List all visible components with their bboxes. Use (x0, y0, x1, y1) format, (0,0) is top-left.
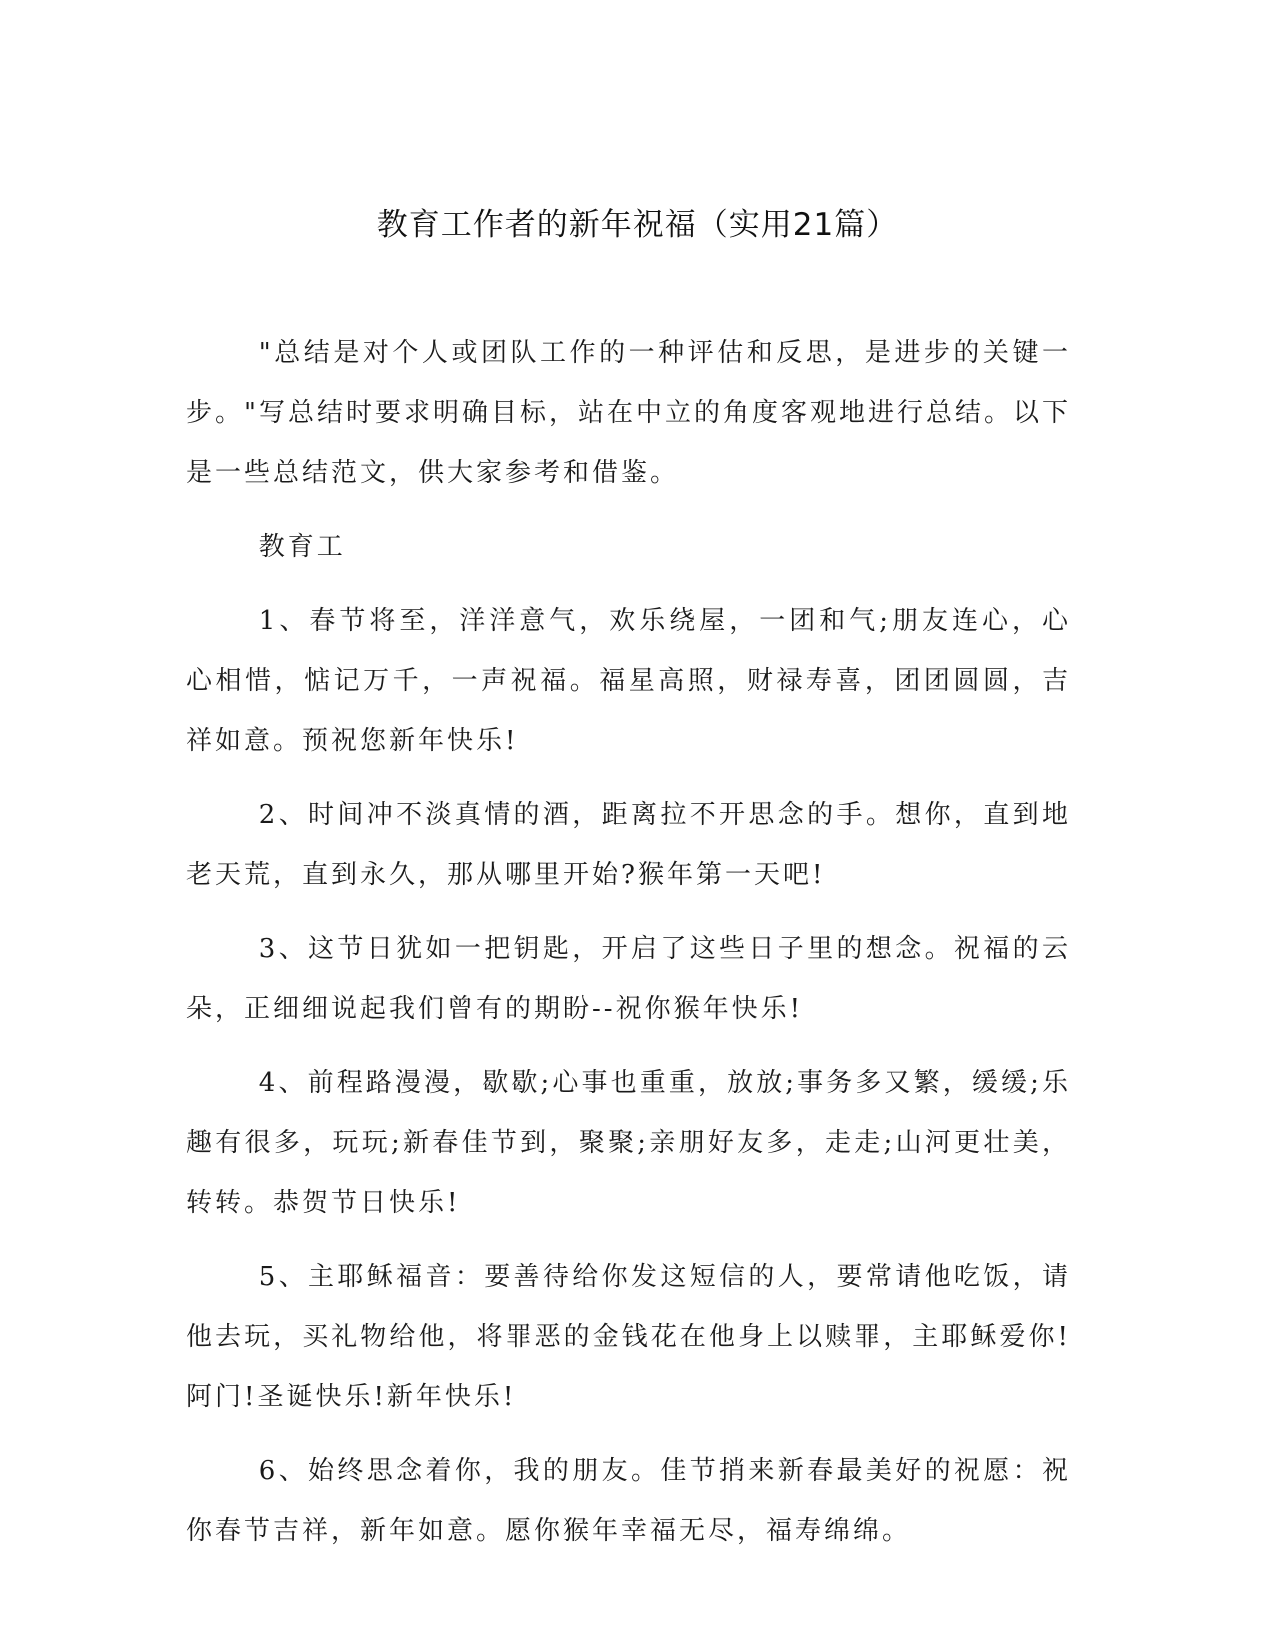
greeting-paragraph-4: 4、前程路漫漫，歇歇;心事也重重，放放;事务多又繁，缓缓;乐趣有很多，玩玩;新春佳节到，聚聚;亲朋好友多，走走;山河更壮美，转转。恭贺节日快乐! (186, 1068, 1071, 1218)
greeting-paragraph-3: 3、这节日犹如一把钥匙，开启了这些日子里的想念。祝福的云朵，正细细说起我们曾有的期盼--祝你猴年快乐! (186, 934, 1071, 1024)
document-title: 教育工作者的新年祝福（实用21篇） (376, 207, 899, 243)
greeting-paragraph-2: 2、时间冲不淡真情的酒，距离拉不开思念的手。想你，直到地老天荒，直到永久，那从哪里开始?猴年第一天吧! (186, 800, 1071, 890)
document-body (186, 323, 1071, 1575)
section-label: 教育工 (258, 532, 346, 562)
greeting-paragraph-6: 6、始终思念着你，我的朋友。佳节捎来新春最美好的祝愿：祝你春节吉祥，新年如意。愿你猴年幸福无尽，福寿绵绵。 (186, 1456, 1071, 1546)
greeting-paragraph-1: 1、春节将至，洋洋意气，欢乐绕屋，一团和气;朋友连心，心心相惜，惦记万千，一声祝福。福星高照，财禄寿喜，团团圆圆，吉祥如意。预祝您新年快乐! (186, 606, 1071, 756)
greeting-paragraph-5: 5、主耶稣福音：要善待给你发这短信的人，要常请他吃饭，请他去玩，买礼物给他，将罪恶的金钱花在他身上以赎罪，主耶稣爱你!阿门!圣诞快乐!新年快乐! (186, 1262, 1071, 1412)
intro-paragraph: "总结是对个人或团队工作的一种评估和反思，是进步的关键一步。"写总结时要求明确目标，站在中立的角度客观地进行总结。以下是一些总结范文，供大家参考和借鉴。 (186, 338, 1071, 488)
